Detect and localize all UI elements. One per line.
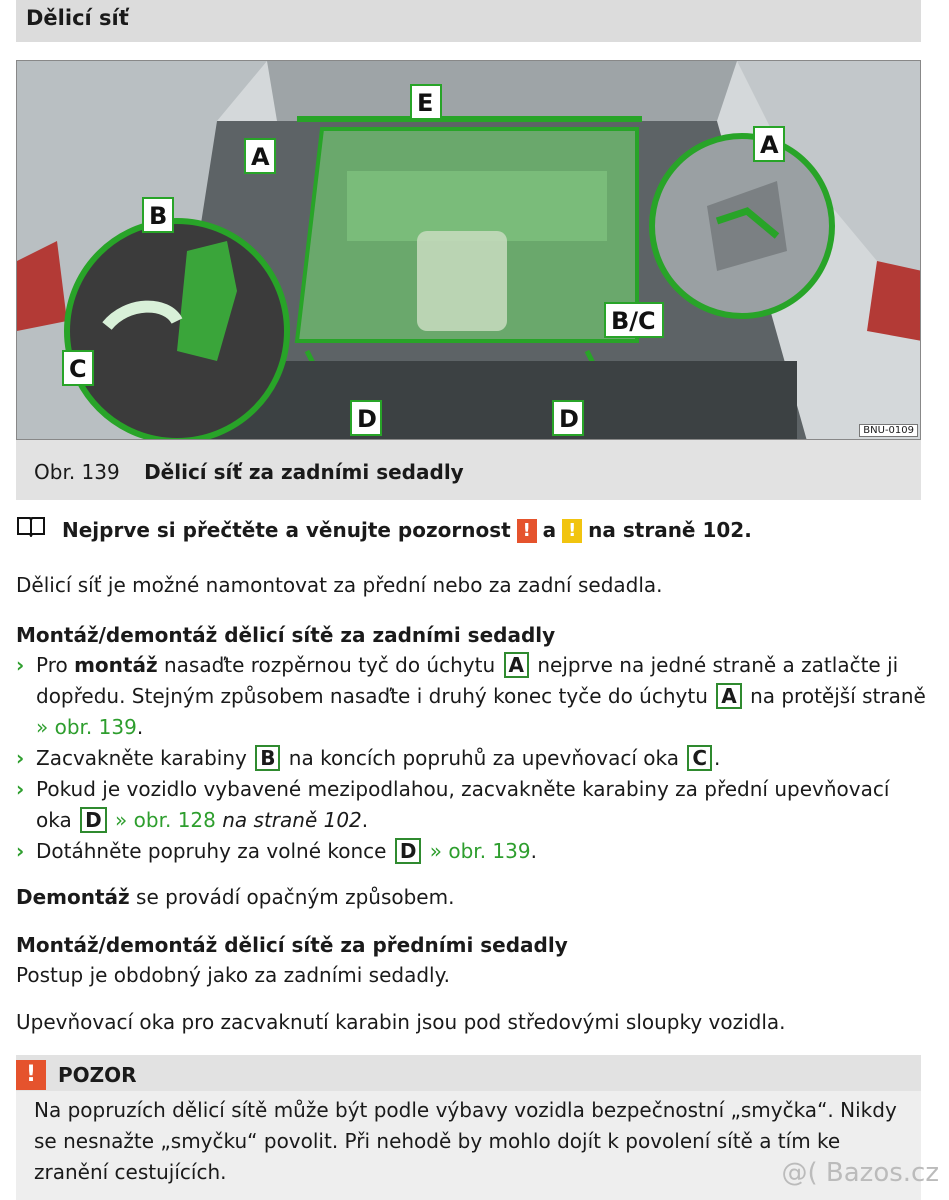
figure-illustration — [16, 60, 921, 440]
figure-reference-link[interactable]: » obr. 128 — [108, 808, 216, 832]
figure-caption — [16, 440, 921, 500]
read-first-note — [16, 515, 752, 546]
warning-text: Na popruzích dělicí sítě může být podle výbavy vozidla bezpečnostní „smyčka“. Nikdy se nesnažte „smyčku“ povolit. Při nehodě by mohlo dojít k povolení sítě a tím ke zranění cestujících. — [16, 1091, 921, 1200]
eyes-paragraph: Upevňovací oka pro zacvaknutí karabin jsou pod středovými sloupky vozidla. — [16, 1010, 786, 1034]
figure-reference-link[interactable]: » obr. 139 — [36, 715, 137, 739]
label-d-right: D — [559, 405, 579, 433]
label-c: C — [69, 355, 87, 383]
instruction-list — [16, 650, 926, 867]
heading-front-seats: Montáž/demontáž dělicí sítě za předními sedadly — [16, 933, 568, 957]
list-item: › Pro montáž nasaďte rozpěrnou tyč do úchytu A nejprve na jedné straně a zatlačte ji dopředu. Stejným způsobem nasaďte i druhý konec tyče do úchytu A na protější straně » obr. 139. — [16, 650, 926, 743]
read-first-text-after: na straně 102. — [588, 518, 752, 542]
image-code: BNU-0109 — [859, 424, 918, 437]
warning-yellow-icon: ! — [562, 519, 582, 543]
key-letter: C — [687, 745, 712, 771]
warning-label: POZOR — [58, 1063, 137, 1087]
list-item: › Pokud je vozidlo vybavené mezipodlahou, zacvakněte karabiny za přední upevňovací oka D » obr. 128 na straně 102. — [16, 774, 926, 836]
key-letter: B — [255, 745, 280, 771]
key-letter: D — [80, 807, 107, 833]
car-trunk-illustration — [17, 61, 921, 440]
label-b: B — [149, 202, 168, 230]
key-letter: A — [716, 683, 741, 709]
removal-paragraph: Demontáž se provádí opačným způsobem. — [16, 885, 455, 909]
label-d-left: D — [357, 405, 377, 433]
list-item: › Dotáhněte popruhy za volné konce D » obr. 139. — [16, 836, 926, 867]
intro-paragraph: Dělicí síť je možné namontovat za přední nebo za zadní sedadla. — [16, 573, 663, 597]
list-item: › Zacvakněte karabiny B na koncích popruhů za upevňovací oka C . — [16, 743, 926, 774]
book-icon — [16, 515, 46, 546]
warning-icon: ! — [16, 1060, 46, 1090]
heading-rear-seats: Montáž/demontáž dělicí sítě za zadními sedadly — [16, 623, 556, 647]
label-a-right: A — [760, 131, 779, 159]
bullet-icon: › — [16, 777, 25, 801]
bullet-icon: › — [16, 746, 25, 770]
caption-number: Obr. 139 — [34, 460, 120, 484]
caption-title: Dělicí síť za zadními sedadly — [144, 460, 464, 484]
read-first-text-mid: a — [542, 518, 557, 542]
label-e: E — [417, 89, 434, 117]
figure-reference-link[interactable]: » obr. 139 — [423, 839, 531, 863]
watermark: @( Bazos.cz — [781, 1158, 939, 1188]
front-seats-paragraph: Postup je obdobný jako za zadními sedadly. — [16, 963, 450, 987]
bullet-icon: › — [16, 653, 25, 677]
label-a-left: A — [251, 143, 270, 171]
label-bc: B/C — [611, 307, 656, 335]
key-letter: D — [395, 838, 422, 864]
warning-header — [16, 1055, 921, 1091]
read-first-text-before: Nejprve si přečtěte a věnujte pozornost — [62, 518, 511, 542]
key-letter: A — [504, 652, 529, 678]
warning-red-icon: ! — [517, 519, 537, 543]
bullet-icon: › — [16, 839, 25, 863]
section-title: Dělicí síť — [16, 0, 921, 42]
